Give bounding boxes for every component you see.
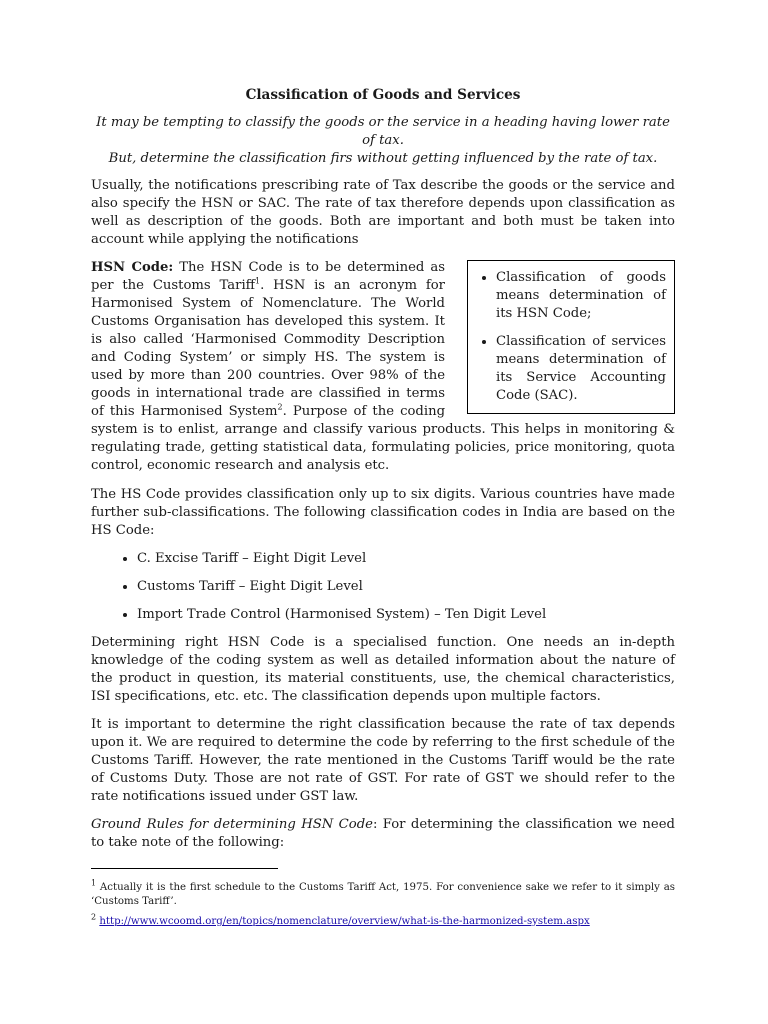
definition-services: • Classification of services means determination of its Service Accounting Code (SAC). [496, 333, 666, 405]
intro-quote [91, 114, 675, 168]
footnote-2-number: 2 [91, 912, 97, 922]
intro-line-1: It may be tempting to classify the goods or the service in a heading having lower rate of tax. [96, 115, 670, 148]
paragraph-ground-rules [91, 816, 675, 852]
footnotes [91, 868, 675, 935]
footnote-ref-2[interactable]: 2 [277, 402, 283, 412]
definition-box [467, 260, 675, 414]
list-item: • Import Trade Control (Harmonised System) – Ten Digit Level [137, 606, 675, 624]
intro-line-2: But, determine the classification firs without getting influenced by the rate of tax. [108, 151, 658, 166]
hsn-text-c: . Purpose of the coding system is to enlist, arrange and classify various products. This helps in monitoring & regulating trade, getting statistical data, formulating policies, price monitoring, quota control, economic research and analysis etc. [91, 404, 675, 473]
paragraph-specialised-function: Determining right HSN Code is a specialised function. One needs an in-depth knowledge of the coding system as well as detailed information about the nature of the product in question, its material constituents, use, the chemical characteristics, ISI specifications, etc. etc. The classification depends upon multiple factors. [91, 635, 675, 704]
document-page [91, 86, 675, 862]
paragraph-rate-of-tax: It is important to determine the right classification because the rate of tax depends upon it. We are required to determine the code by referring to the first schedule of the Customs Tariff. However, the rate mentioned in the Customs Tariff would be the rate of Customs Duty. Those are not rate of GST. For rate of GST we should refer to the rate notifications issued under GST law. [91, 717, 675, 804]
footnote-1-text: Actually it is the first schedule to the Customs Tariff Act, 1975. For convenience sake we refer to it simply as ‘Customs Tariff’. [91, 882, 675, 907]
hsn-text-b: . HSN is an acronym for Harmonised System of Nomenclature. The World Customs Organisation has developed this system. It is also called ‘Harmonised Commodity Description and Coding System’ or simply HS. The system is used by more than 200 countries. Over 98% of the goods in international trade are classified in terms of this Harmonised System [91, 278, 445, 419]
paragraph-notifications: Usually, the notifications prescribing rate of Tax describe the goods or the service and also specify the HSN or SAC. The rate of tax therefore depends upon classification as well as description of the goods. Both are important and both must be taken into account while applying the notifications [91, 178, 675, 247]
footnote-1 [91, 878, 675, 909]
ground-rules-text: : For determining the classification we need to take note of the following: [91, 817, 675, 850]
hsn-text-a: The HSN Code is to be determined as per the Customs Tariff [91, 260, 445, 293]
footnote-1-number: 1 [91, 878, 97, 888]
footnote-divider [91, 868, 278, 869]
paragraph-hs-code: The HS Code provides classification only up to six digits. Various countries have made further sub-classifications. The following classification codes in India are based on the HS Code: [91, 487, 675, 538]
classification-codes-list [91, 550, 675, 624]
list-item: • Customs Tariff – Eight Digit Level [137, 578, 675, 596]
definition-goods: • Classification of goods means determination of its HSN Code; [496, 269, 666, 323]
footnote-2 [91, 912, 675, 929]
ground-rules-lead: Ground Rules for determining HSN Code [91, 817, 373, 832]
hsn-heading: HSN Code: [91, 260, 174, 275]
list-item: • C. Excise Tariff – Eight Digit Level [137, 550, 675, 568]
definition-list [476, 269, 666, 405]
footnote-ref-1[interactable]: 1 [255, 276, 261, 286]
footnote-2-link[interactable]: http://www.wcoomd.org/en/topics/nomenclature/overview/what-is-the-harmonized-system.aspx [99, 916, 590, 927]
page-title: Classification of Goods and Services [245, 87, 521, 103]
